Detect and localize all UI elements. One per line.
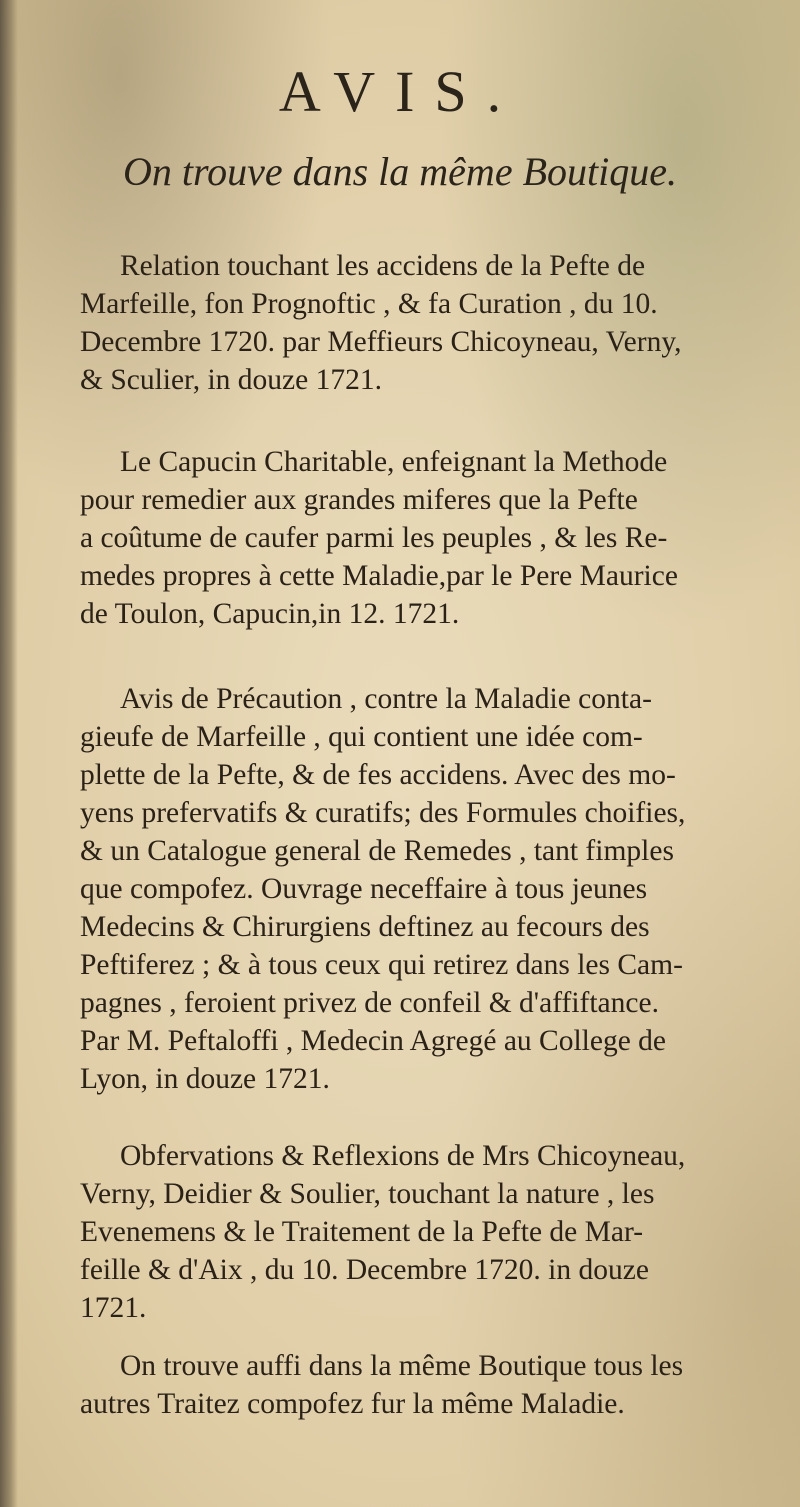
text-line: Evenemens & le Traitement de la Pefte de Mar- [80, 1216, 644, 1248]
text-line: pour remedier aux grandes miferes que la Pefte [80, 484, 638, 516]
text-line: plette de la Pefte, & de fes accidens. Avec des mo- [80, 759, 676, 791]
text-line: que compofez. Ouvrage neceffaire à tous jeunes [80, 873, 648, 905]
text-line: & Sculier, in douze 1721. [80, 364, 382, 396]
page-subtitle: On trouve dans la même Boutique. [123, 149, 677, 194]
entry-relation [80, 247, 780, 399]
text-line: Peftiferez ; & à tous ceux qui retirez dans les Cam- [80, 949, 683, 981]
text-line: feille & d'Aix , du 10. Decembre 1720. in douze [80, 1254, 649, 1286]
text-line: yens prefervatifs & curatifs; des Formules choifies, [80, 797, 686, 829]
text-line: Avis de Précaution , contre la Maladie conta- [120, 683, 652, 715]
text-line: de Toulon, Capucin,in 12. 1721. [80, 598, 460, 630]
text-line: Le Capucin Charitable, enfeignant la Methode [120, 446, 668, 478]
text-line: & un Catalogue general de Remedes , tant fimples [80, 835, 674, 867]
page-title: AVIS. [278, 59, 522, 124]
text-line: gieufe de Marfeille , qui contient une idée com- [80, 721, 643, 753]
text-line: autres Traitez compofez fur la même Maladie. [80, 1388, 625, 1420]
text-line: On trouve auffi dans la même Boutique tous les [120, 1350, 684, 1382]
text-line: Decembre 1720. par Meffieurs Chicoyneau, Verny, [80, 326, 682, 358]
text-line: a coûtume de caufer parmi les peuples , & les Re- [80, 522, 668, 554]
text-line: Medecins & Chirurgiens deftinez au fecours des [80, 911, 650, 943]
text-line: 1721. [80, 1292, 147, 1324]
entry-observations [80, 1137, 780, 1327]
text-line: Obfervations & Reflexions de Mrs Chicoyneau, [120, 1140, 686, 1172]
text-line: medes propres à cette Maladie,par le Pere Maurice [80, 560, 678, 592]
text-line: Lyon, in douze 1721. [80, 1063, 330, 1095]
entry-closing-note [80, 1347, 780, 1423]
text-line: Relation touchant les accidens de la Pefte de [120, 250, 646, 282]
entry-avis-precaution [80, 680, 780, 1098]
text-line: Par M. Peftaloffi , Medecin Agregé au College de [80, 1025, 667, 1057]
text-line: pagnes , feroient privez de confeil & d'affiftance. [80, 987, 659, 1019]
text-line: Verny, Deidier & Soulier, touchant la nature , les [80, 1178, 655, 1210]
entry-capucin [80, 443, 780, 633]
text-line: Marfeille, fon Prognoftic , & fa Curation , du 10. [80, 288, 658, 320]
